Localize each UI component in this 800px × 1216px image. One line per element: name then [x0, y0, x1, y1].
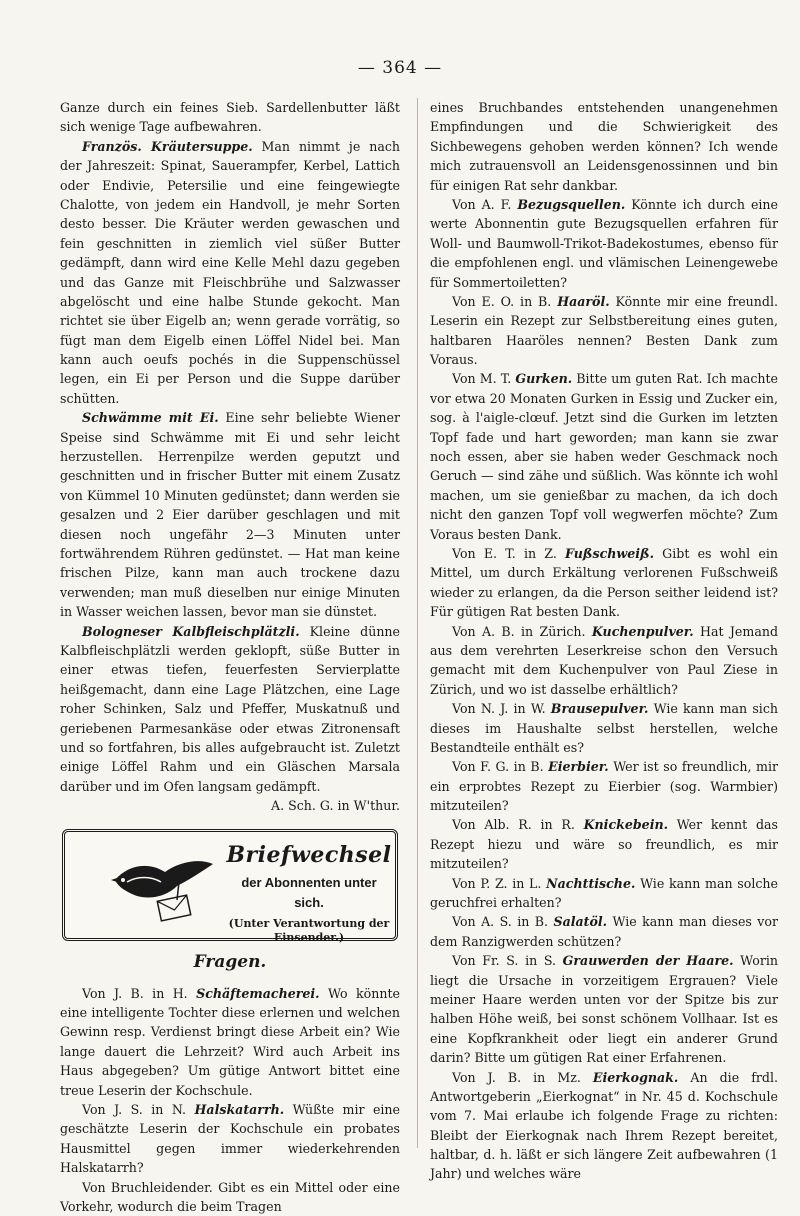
paragraph-sardellenbutter: Ganze durch ein feines Sieb. Sardellenbutter läßt sich wenige Tage aufbewahren. [60, 100, 400, 135]
question-item: Von J. B. in Mz. Eierkognak. An die frdl. Antwortgeberin „Eierkognat“ in Nr. 45 d. Kochschule vom 7. Mai erlaube ich folgende Frage zu richten: Bleibt der Eierkognak nach Ihrem Rezept bereitet, haltbar, d. h. läßt er sich längere Zeit aufbewahren (1 Jahr) und welches wäre [430, 1069, 778, 1182]
question-item: Von E. T. in Z. Fußschweiß. Gibt es wohl ein Mittel, um durch Erkältung verlorenen Fußschweiß wieder zu erlangen, da die Person seither leidend ist? Für gütigen Rat besten Dank. [430, 545, 778, 620]
recipe-kalbfleischplaetzli: Bologneser Kalbfleischplätzli. Kleine dünne Kalbfleischplätzli werden geklopft, süße Butter in einer etwas tiefen, feuerfesten Servierplatte heißgemacht, dann eine Lage Plätzchen, eine Lage roher Schinken, Salz und Pfeffer, Muskatnuß und geriebenen Parmesankäse oder etwas Zitronensaft und so fortfahren, bis alles aufgebraucht ist. Zuletzt einige Löffel Rahm und ein Gläschen Marsala darüber und im Ofen langsam gedämpft. [60, 623, 400, 794]
question-heading: Salatöl. [553, 914, 608, 930]
question-heading: Eierbier. [548, 759, 609, 775]
question-heading: Knickebein. [583, 817, 669, 833]
question-item: Von Fr. S. in S. Grauwerden der Haare. Worin liegt die Ursache in vorzeitigem Ergrauen? Viele meiner Haare werden unten vor der Spitze bis zur halben Höhe weiß, bei sonst schönem Vollhaar. Ist es eine Kopfkrankheit oder liegt ein anderer Grund darin? Bitte um gütigen Rat einer Erfahrenen. [430, 953, 778, 1066]
question-item: Von M. T. Gurken. Bitte um guten Rat. Ich machte vor etwa 20 Monaten Gurken in Essig und Zucker ein, sog. à l'aigle-clœuf. Jetzt sind die Gurken im letzten Topf fade und hart geworden; man kann sie zwar noch essen, aber sie haben weder Geschmack noch Geruch — sind zähe und süßlich. Was könnte ich wohl machen, um sie genießbar zu machen, da ich doch nicht den ganzen Topf voll wegwerfen möchte? Zum Voraus besten Dank. [430, 371, 778, 542]
question-heading: Halskatarrh. [194, 1101, 285, 1117]
question-item: Von J. S. in N. Halskatarrh. Wüßte mir eine geschätzte Leserin der Kochschule ein probates Hausmittel gegen immer wiederkehrenden Halskatarrh? [60, 1101, 400, 1176]
recipe-heading: Schwämme mit Ei. [82, 410, 219, 426]
column-divider [417, 98, 418, 1148]
question-heading: Eierkognak. [592, 1069, 679, 1085]
question-heading: Bezugsquellen. [517, 196, 626, 212]
banner-title: Briefwechsel [226, 842, 392, 869]
question-heading: Haaröl. [557, 293, 610, 309]
banner-note: (Unter Verantwortung der Einsender.) [228, 916, 390, 945]
recipe-schwaemme: Schwämme mit Ei. Eine sehr beliebte Wiener Speise sind Schwämme mit Ei und sehr leicht herzustellen. Herrenpilze werden geputzt und geschnitten und in frischer Butter mit einem Zusatz von Kümmel 10 Minuten gedünstet; dann werden sie gesalzen und 2 Eier darüber geschlagen und mit diesen noch ungefähr 2—3 Minuten unter fortwährendem Rühren gedünstet. — Hat man keine frischen Pilze, kann man auch trockene dazu verwenden; man muß dieselben nur einige Minuten in Wasser weichen lassen, bevor man sie dünstet. [60, 410, 400, 620]
question-heading: Grauwerden der Haare. [562, 953, 734, 969]
question-item: Von F. G. in B. Eierbier. Wer ist so freundlich, mir ein erprobtes Rezept zu Eierbier (sog. Warmbier) mitzuteilen? [430, 759, 779, 814]
question-heading: Fußschweiß. [565, 545, 654, 561]
question-item: Von E. O. in B. Haaröl. Könnte mir eine freundl. Leserin ein Rezept zur Selbstbereitung eines guten, haltbaren Haaröles nennen? Besten Dank zum Voraus. [430, 293, 778, 368]
question-heading: Kuchenpulver. [591, 623, 694, 639]
question-item: Von A. F. Bezugsquellen. Könnte ich durch eine werte Abonnentin gute Bezugsquellen erfahren für Woll- und Baumwoll-Trikot-Badekostumes, ebenso für die empfohlenen engl. und vlämischen Leinengewebe für Sommertoiletten? [430, 196, 778, 290]
question-item: eines Bruchbandes entstehenden unangenehmen Empfindungen und die Schwierigkeit des Sichbewegens gehoben werden können? Ich wende mich zutrauensvoll an Leidensgenossinnen und bin für einigen Rat sehr dankbar. [430, 100, 778, 193]
question-item: Von P. Z. in L. Nachttische. Wie kann man solche geruchfrei erhalten? [430, 875, 778, 911]
page-number: — 364 — [357, 58, 443, 78]
recipe-heading: Französ. Kräutersuppe. [82, 138, 253, 154]
question-item: Von Alb. R. in R. Knickebein. Wer kennt das Rezept hiezu und wäre so freundlich, es mir mitzuteilen? [430, 817, 778, 872]
question-item: Von A. B. in Zürich. Kuchenpulver. Hat Jemand aus dem verehrten Leserkreise schon den Versuch gemacht mit dem Kuchenpulver von Paul Ziese in Zürich, und wo ist dasselbe erhältlich? [430, 623, 779, 697]
question-heading: Nachttische. [546, 875, 636, 891]
question-heading: Schäftemacherei. [196, 985, 320, 1001]
section-title-fragen: Fragen. [193, 952, 267, 973]
left-column [60, 98, 400, 1216]
recipe-heading: Bologneser Kalbfleischplätzli. [82, 623, 300, 639]
recipe-signature: A. Sch. G. in W'thur. [271, 798, 400, 814]
banner-subtitle: der Abonnenten unter sich. [241, 874, 377, 910]
banner-text [225, 842, 393, 945]
question-item: Von J. B. in H. Schäftemacherei. Wo könnte eine intelligente Tochter diese erlernen und welchen Gewinn resp. Verdienst bringt diese Arbeit ein? Wie lange dauert die Lehrzeit? Wird auch Arbeit ins Haus abgegeben? Um gütige Antwort bittet eine treue Leserin der Kochschule. [60, 985, 400, 1098]
question-item: Von A. S. in B. Salatöl. Wie kann man dieses vor dem Ranzigwerden schützen? [430, 914, 779, 949]
recipe-kraeutersuppe: Französ. Kräutersuppe. Man nimmt je nach der Jahreszeit: Spinat, Sauerampfer, Kerbel, Lattich oder Endivie, Petersilie und eine feingewiegte Chalotte, von jedem ein Handvoll, je mehr Sorten desto besser. Die Kräuter werden gewaschen und fein geschnitten in ziemlich viel süßer Butter gedämpft, dann wird eine Kelle Mehl dazu gegeben und das Ganze mit Fleischbrühe und Salzwasser abgelöscht und eine halbe Stunde gekocht. Man richtet sie über Eigelb an; wenn gerade vorrätig, so fügt man dem Eigelb einen Löffel Nidel bei. Man kann auch oeufs pochés in die Suppenschüssel legen, ein Ei per Person und die Suppe darüber schütten. [60, 138, 400, 406]
question-item: Von Bruchleidender. Gibt es ein Mittel oder eine Vorkehr, wodurch die beim Tragen [60, 1179, 400, 1214]
question-item: Von N. J. in W. Brausepulver. Wie kann man sich dieses im Haushalte selbst herstellen, welche Bestandteile enthält es? [430, 701, 779, 755]
right-column [430, 98, 778, 1184]
question-heading: Gurken. [515, 371, 573, 387]
bird-with-letter-icon [107, 842, 217, 928]
question-heading: Brausepulver. [550, 701, 649, 717]
briefwechsel-banner [62, 829, 398, 945]
